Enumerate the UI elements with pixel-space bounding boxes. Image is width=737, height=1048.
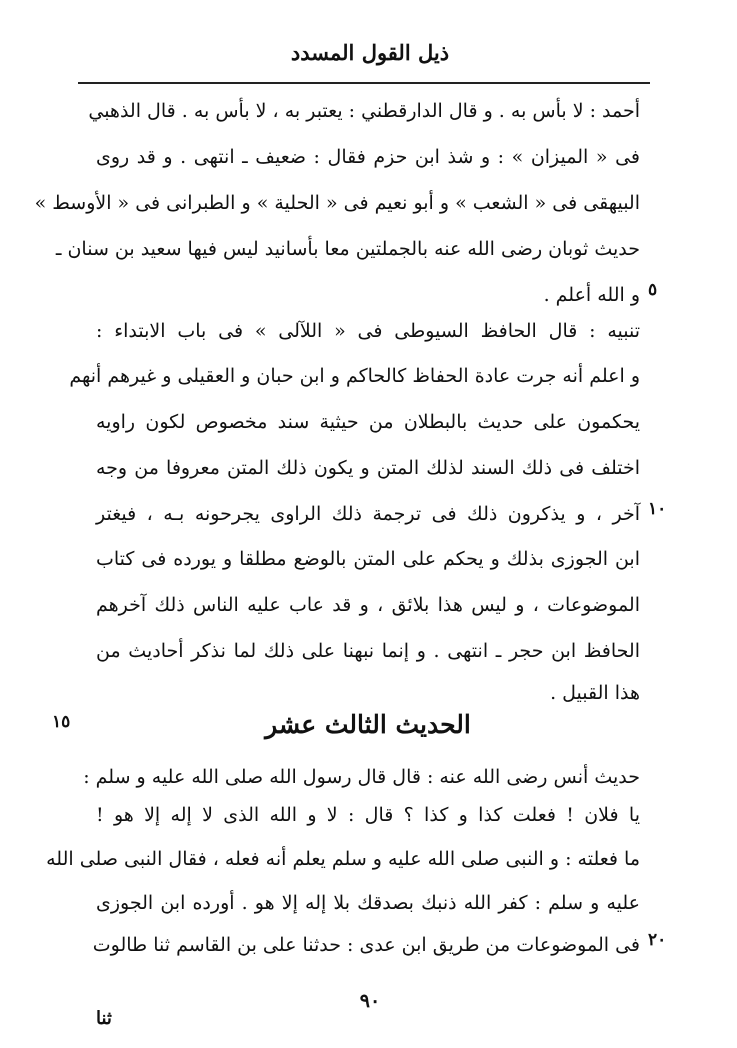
header-rule xyxy=(78,82,650,84)
text-line: أحمد : لا بأس به . و قال الدارقطني : يعتبر به ، لا بأس به . قال الذهبي xyxy=(88,100,640,122)
line-number-20: ٢٠ xyxy=(648,930,667,950)
text-line: ابن الجوزى بذلك و يحكم على المتن بالوضع مطلقا و يورده فى كتاب xyxy=(96,548,640,570)
text-line: آخر ، و يذكرون ذلك فى ترجمة ذلك الراوى يجرحونه بـه ، فيغتر xyxy=(96,503,640,525)
text-line: فى « الميزان » : و شذ ابن حزم فقال : ضعيف ـ انتهى . و قد روى xyxy=(96,146,640,168)
text-line: البيهقى فى « الشعب » و أبو نعيم فى « الحلية » و الطبرانى فى « الأوسط » xyxy=(34,192,640,214)
text-line: الموضوعات ، و ليس هذا بلائق ، و قد عاب عليه الناس ذلك آخرهم xyxy=(96,594,640,616)
page-number: ٩٠ xyxy=(359,990,381,1012)
line-number-5: ٥ xyxy=(648,280,658,300)
text-line: الحافظ ابن حجر ـ انتهى . و إنما نبهنا على ذلك لما نذكر أحاديث من xyxy=(96,640,640,662)
text-line: و اعلم أنه جرت عادة الحفاظ كالحاكم و ابن حبان و العقيلى و غيرهم أنهم xyxy=(69,365,640,387)
text-line: اختلف فى ذلك السند لذلك المتن و يكون ذلك المتن معروفا من وجه xyxy=(96,457,640,479)
text-line: و الله أعلم . xyxy=(543,284,640,306)
line-number-10: ١٠ xyxy=(648,499,667,519)
line-number-15: ١٥ xyxy=(52,712,71,732)
text-line: تنبيه : قال الحافظ السيوطى فى « اللآلى » فى باب الابتداء : xyxy=(96,320,640,342)
text-line: هذا القبيل . xyxy=(550,682,640,704)
running-head: ذيل القول المسدد xyxy=(290,40,450,65)
text-line: عليه و سلم : كفر الله ذنبك بصدقك بلا إله إلا هو . أورده ابن الجوزى xyxy=(96,892,640,914)
text-line: حديث ثوبان رضى الله عنه بالجملتين معا بأسانيد ليس فيها سعيد بن سنان ـ xyxy=(55,238,640,260)
section-heading: الحديث الثالث عشر xyxy=(265,710,471,739)
text-line: حديث أنس رضى الله عنه : قال قال رسول الله صلى الله عليه و سلم : xyxy=(83,766,640,788)
text-line: فى الموضوعات من طريق ابن عدى : حدثنا على بن القاسم ثنا طالوت xyxy=(92,934,640,956)
catchword: ثنا xyxy=(96,1008,112,1029)
text-line: يا فلان ! فعلت كذا و كذا ؟ قال : لا و الله الذى لا إله إلا هو ! xyxy=(96,804,640,826)
text-line: ما فعلته : و النبى صلى الله عليه و سلم يعلم أنه فعله ، فقال النبى صلى الله xyxy=(46,848,640,870)
text-line: يحكمون على حديث بالبطلان من حيثية سند مخصوص لكون راويه xyxy=(96,411,640,433)
